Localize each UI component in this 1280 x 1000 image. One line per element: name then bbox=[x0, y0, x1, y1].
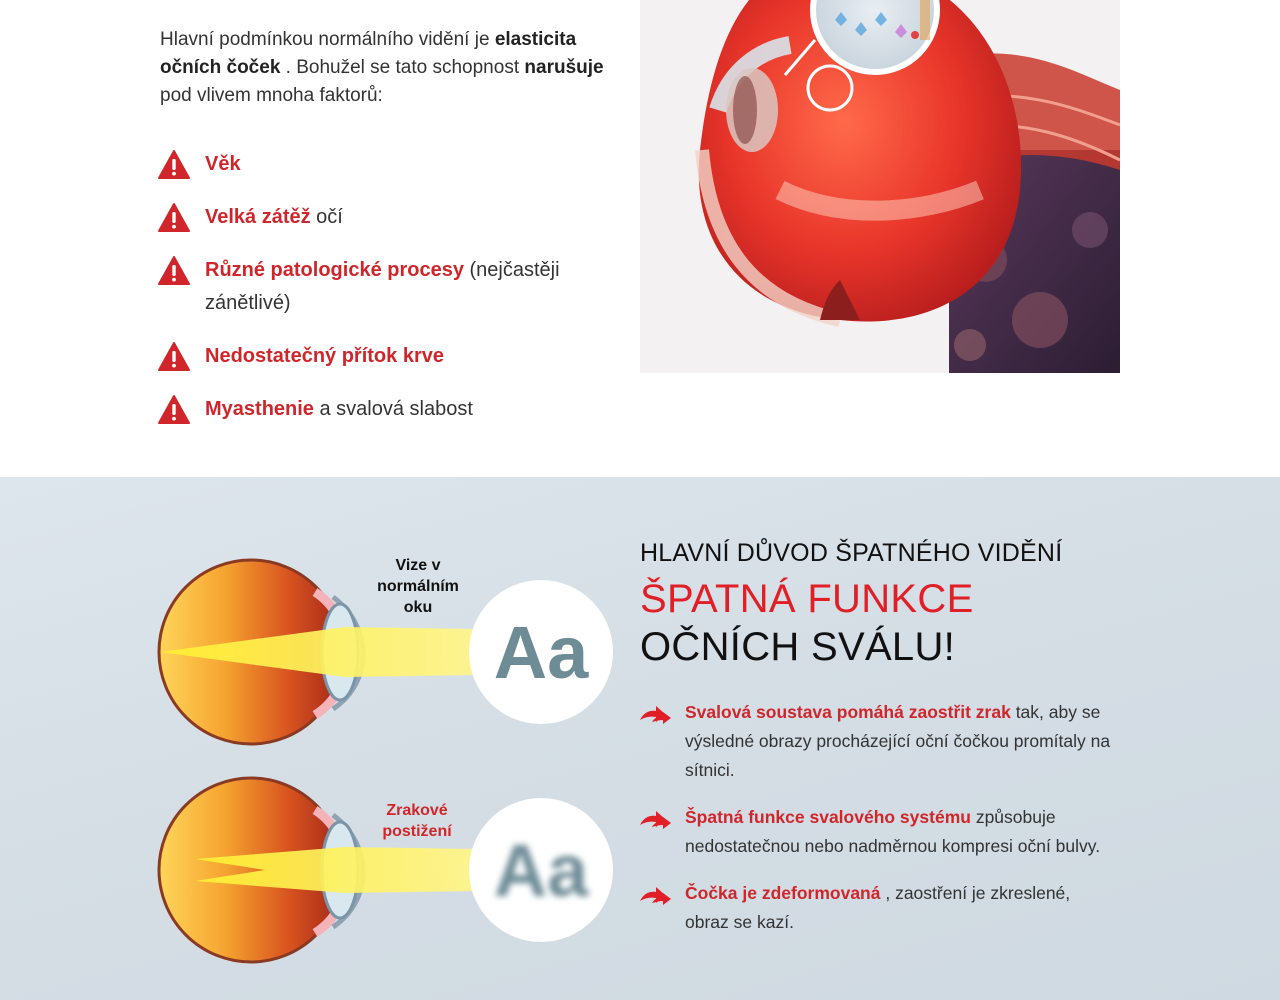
eye-anatomy-illustration bbox=[640, 0, 1120, 373]
normal-vision-label: Vize v normálním oku bbox=[377, 557, 459, 616]
reason-highlight: Špatná funkce svalového systému bbox=[685, 807, 971, 827]
double-arrow-right-icon bbox=[638, 884, 672, 906]
reason-text bbox=[685, 698, 1118, 785]
warning-triangle-icon bbox=[158, 255, 190, 287]
reason-item bbox=[638, 879, 1118, 937]
heading-line-2: ŠPATNÁ FUNKCE bbox=[640, 577, 974, 621]
factor-highlight: Nedostatečný přítok krve bbox=[205, 345, 444, 367]
vision-comparison-diagram bbox=[155, 537, 625, 997]
factor-text bbox=[205, 393, 473, 426]
factor-rest: očí bbox=[310, 206, 343, 228]
section-heading bbox=[640, 537, 1200, 671]
heading-line-3: OČNÍCH SVÁLU! bbox=[640, 625, 956, 669]
reason-text bbox=[685, 879, 1118, 937]
factor-highlight: Velká zátěž bbox=[205, 206, 311, 228]
factor-rest: (nejčastěji zánětlivé) bbox=[205, 259, 560, 314]
reason-rest: tak, aby se výsledné obrazy procházející oční čočkou promítaly na sítnici. bbox=[685, 702, 1111, 780]
factor-item bbox=[158, 340, 628, 373]
reason-rest: , zaostření je zkreslené, obraz se kazí. bbox=[685, 883, 1071, 932]
intro-bold-elasticity: elasticita očních čoček bbox=[160, 29, 577, 78]
intro-text: . Bohužel se tato schopnost bbox=[280, 57, 525, 78]
reason-highlight: Svalová soustava pomáhá zaostřit zrak bbox=[685, 702, 1011, 722]
warning-triangle-icon bbox=[158, 341, 190, 373]
sample-text-sharp: Aa bbox=[493, 611, 589, 694]
factor-item bbox=[158, 393, 628, 426]
warning-triangle-icon bbox=[158, 202, 190, 234]
vision-defect-label: Zrakové postižení bbox=[382, 802, 452, 840]
factor-highlight: Myasthenie bbox=[205, 398, 314, 420]
factor-text bbox=[205, 254, 628, 320]
factors-section bbox=[0, 0, 1280, 477]
factor-item bbox=[158, 254, 628, 320]
reason-rest: způsobuje nedostatečnou nebo nadměrnou kompresi oční bulvy. bbox=[685, 807, 1101, 856]
reason-list bbox=[638, 698, 1118, 955]
sample-text-blurred: Aa bbox=[493, 829, 589, 912]
factor-rest: a svalová slabost bbox=[313, 398, 473, 420]
factor-highlight: Různé patologické procesy bbox=[205, 259, 464, 281]
factor-item bbox=[158, 148, 628, 181]
reason-item bbox=[638, 698, 1118, 785]
factor-text bbox=[205, 201, 343, 234]
reason-text bbox=[685, 803, 1118, 861]
intro-paragraph bbox=[160, 26, 640, 110]
reason-highlight: Čočka je zdeformovaná bbox=[685, 883, 881, 903]
factor-text bbox=[205, 340, 444, 373]
intro-text: Hlavní podmínkou normálního vidění je bbox=[160, 29, 495, 50]
warning-triangle-icon bbox=[158, 394, 190, 426]
factor-highlight: Věk bbox=[205, 153, 241, 175]
factor-item bbox=[158, 201, 628, 234]
intro-text: pod vlivem mnoha faktorů: bbox=[160, 85, 383, 106]
warning-triangle-icon bbox=[158, 149, 190, 181]
reason-item bbox=[638, 803, 1118, 861]
double-arrow-right-icon bbox=[638, 808, 672, 830]
heading-line-1: HLAVNÍ DŮVOD ŠPATNÉHO VIDĚNÍ bbox=[640, 539, 1063, 567]
factor-text bbox=[205, 148, 241, 181]
factor-list bbox=[158, 148, 628, 446]
intro-bold-disrupted: narušuje bbox=[524, 57, 604, 78]
double-arrow-right-icon bbox=[638, 703, 672, 725]
